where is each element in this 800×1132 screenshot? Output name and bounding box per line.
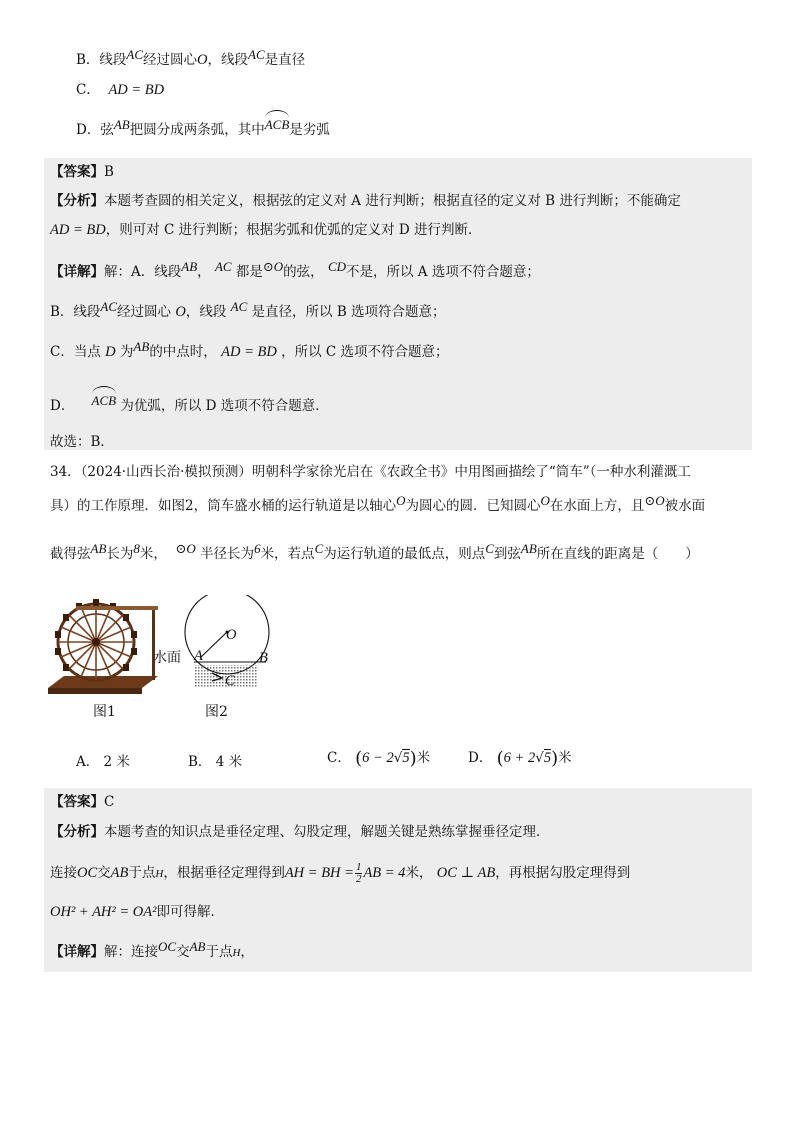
option-c[interactable]: C． (6 − 2√5)米 xyxy=(327,748,431,769)
q34-line1: 34．（2024·山西长治·模拟预测）明朝科学家徐光启在《农政全书》中用图画描绘了“筒车”（一种水利灌溉工 xyxy=(50,464,691,480)
option-d[interactable]: D． (6 + 2√5)米 xyxy=(468,748,572,769)
waterwheel-figure xyxy=(46,596,162,696)
wheel-base xyxy=(48,676,158,688)
option-c-prev: C． AD = BD xyxy=(76,82,165,98)
option-b-prev: B．线段AC经过圆心O，线段AC是直径 xyxy=(76,47,306,68)
wheel-base-front xyxy=(48,688,142,694)
wheel-axle xyxy=(92,638,100,646)
detail-33-d: D． ACB 为优弧，所以 D 选项不符合题意． xyxy=(50,394,329,416)
analysis-34-line1: 【分析】本题考查的知识点是垂径定理、勾股定理，解题关键是熟练掌握垂径定理． xyxy=(50,824,550,840)
label-water: 水面 xyxy=(153,650,181,666)
label-a: A xyxy=(194,648,203,664)
answer-34: 【答案】C xyxy=(50,794,115,810)
option-b[interactable]: B． 4 米 xyxy=(188,754,243,770)
detail-33-a: 【详解】解：A．线段AB， AC 都是⊙O的弦， CD不是，所以 A 选项不符合题意； xyxy=(50,259,540,280)
fig1-caption: 图1 xyxy=(93,704,116,720)
detail-33-choice: 故选：B． xyxy=(50,434,114,450)
analysis-33-line2: AD = BD，则可对 C 进行判断；根据劣弧和优弧的定义对 D 进行判断． xyxy=(50,222,482,238)
q34-line2: 具）的工作原理．如图2，筒车盛水桶的运行轨道是以轴心O为圆心的圆．已知圆心O在水面上方，且⊙O被水面 xyxy=(50,493,706,514)
label-b: B xyxy=(259,650,268,666)
detail-33-b: B．线段AC经过圆心 O，线段 AC 是直径，所以 B 选项符合题意； xyxy=(50,299,446,320)
fig2-caption: 图2 xyxy=(205,704,228,720)
wheel-trough xyxy=(76,606,158,610)
analysis-33-line1: 【分析】本题考查圆的相关定义，根据弦的定义对 A 进行判断；根据直径的定义对 B 进行判断；不能确定 xyxy=(50,193,681,209)
analysis-34-line3: OH² + AH² = OA²即可得解． xyxy=(50,904,224,920)
radius-oa xyxy=(200,632,227,658)
answer-33: 【答案】B xyxy=(50,164,114,180)
option-a[interactable]: A． 2 米 xyxy=(76,754,130,770)
detail-33-c: C．当点 D 为AB的中点时， AD = BD ，所以 C 选项不符合题意； xyxy=(50,339,449,360)
detail-34: 【详解】解：连接OC交AB于点H， xyxy=(50,939,254,960)
label-c: C xyxy=(225,673,235,689)
option-d-prev: D．弦AB把圆分成两条弧，其中ACB是劣弧 xyxy=(76,118,330,140)
q34-line3: 截得弦AB长为8米， ⊙O 半径长为6米，若点C为运行轨道的最低点，则点C到弦AB所在直线的距离是（ ） xyxy=(50,541,699,562)
label-o: O xyxy=(226,627,237,643)
circle-diagram xyxy=(150,595,280,691)
analysis-34-line2: 连接OC交AB于点H，根据垂径定理得到AH = BH = $\frac{1}{2}$ AB = 4米， OC ⊥ AB，再根据勾股定理得到 xyxy=(50,861,631,885)
